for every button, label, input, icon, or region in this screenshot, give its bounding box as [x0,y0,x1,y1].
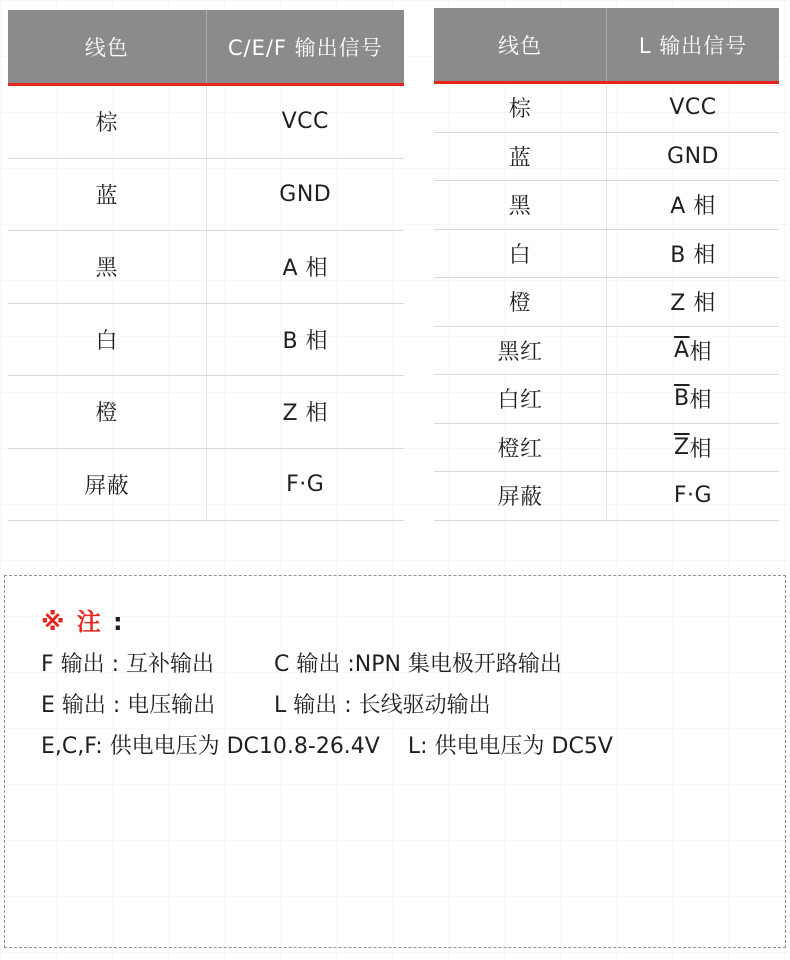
overline-letter: $\overline{A}$ [673,337,690,363]
note-line-left: E,C,F: 供电电压为 DC10.8-26.4V [41,734,380,759]
note-line-right: L: 供电电压为 DC5V [407,734,613,759]
wire-color-cell: 黑 [434,181,607,229]
table-cef-body [8,86,404,521]
signal-cell: $\overline{B}$ 相 [673,386,713,414]
wire-color-cell: 屏蔽 [8,449,207,521]
note-marker: ※ 注 [41,608,103,636]
signal-cell: A 相 [670,194,716,220]
signal-cell: GND [279,181,332,207]
table-row [434,424,779,473]
note-line-right: L 输出 : 长线驱动输出 [274,693,491,718]
note-box [4,575,786,948]
note-lines [41,651,749,760]
table-row [434,133,779,182]
table-row [8,449,404,522]
signal-cell: Z 相 [282,401,329,427]
col-header-wire-color: 线色 [434,8,607,81]
overline-letter: $\overline{B}$ [673,386,690,412]
table-row [8,159,404,232]
table-row [8,86,404,159]
wire-color-cell: 屏蔽 [434,472,607,520]
note-line-right: C 输出 :NPN 集电极开路输出 [274,652,562,677]
wire-color-cell: 橙 [8,376,207,448]
wire-color-cell: 橙 [434,278,607,326]
table-row [434,472,779,521]
signal-cell: F·G [673,483,713,509]
note-line [41,733,749,760]
signal-cell: Z 相 [670,291,716,317]
table-row [8,376,404,449]
table-row [434,181,779,230]
table-row [434,278,779,327]
signal-cell: GND [667,143,719,169]
note-colon: : [102,608,125,636]
wire-color-cell: 橙红 [434,424,607,472]
signal-cell: $\overline{A}$ 相 [673,337,713,365]
signal-cell: B 相 [670,242,716,268]
wire-color-cell: 黑 [8,231,207,303]
wire-color-cell: 棕 [8,86,207,158]
table-cef-header [8,10,404,86]
wire-color-cell: 黑红 [434,327,607,375]
table-row [434,84,779,133]
table-row [434,230,779,279]
table-row [8,231,404,304]
signal-cell: A 相 [282,256,329,282]
col-header-cef-signal: C/E/F 输出信号 [227,35,383,60]
signal-cell: $\overline{Z}$ 相 [673,434,713,462]
signal-cell: VCC [669,95,717,121]
signal-cell: F·G [286,471,325,497]
table-row [8,304,404,377]
col-header-l-signal: L 输出信号 [638,33,748,58]
table-row [434,375,779,424]
overline-letter: $\overline{Z}$ [673,434,690,460]
wire-color-cell: 蓝 [8,159,207,231]
note-line-left: E 输出 : 电压输出 [41,693,216,718]
table-l-body [434,84,779,521]
signal-cell: B 相 [282,328,329,354]
note-line [41,692,749,719]
note-line-left: F 输出 : 互补输出 [41,652,215,677]
note-line [41,651,749,678]
col-header-wire-color: 线色 [8,10,207,83]
note-title [41,602,749,637]
wire-color-cell: 白 [8,304,207,376]
wire-color-cell: 棕 [434,84,607,132]
table-cef-output [8,10,404,521]
table-l-output [434,8,779,521]
table-l-header [434,8,779,84]
table-row [434,327,779,376]
wire-color-cell: 白红 [434,375,607,423]
wire-color-cell: 蓝 [434,133,607,181]
wire-color-cell: 白 [434,230,607,278]
signal-cell: VCC [281,109,329,135]
